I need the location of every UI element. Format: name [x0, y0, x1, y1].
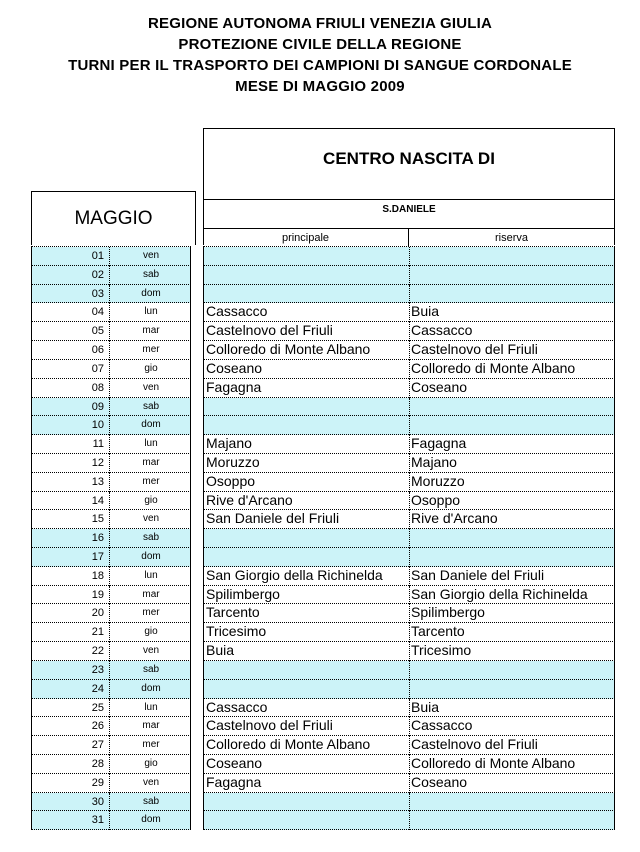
- date-row: [31, 341, 191, 360]
- cell-divider: [409, 699, 410, 718]
- day-of-week: dom: [141, 551, 161, 562]
- day-number: 28: [91, 757, 104, 770]
- table-row: [203, 755, 615, 774]
- day-of-week: sab: [142, 268, 160, 280]
- principale-cell: Tarcento: [206, 604, 260, 621]
- cell-divider: [409, 755, 410, 774]
- date-row: [31, 661, 191, 680]
- day-number: 02: [91, 268, 104, 281]
- principale-cell: Colloredo di Monte Albano: [206, 736, 371, 753]
- cell-divider: [409, 247, 410, 266]
- cell-divider: [409, 322, 410, 341]
- day-of-week: lun: [144, 438, 158, 450]
- day-number: 17: [91, 551, 104, 563]
- day-number: 12: [91, 456, 104, 469]
- day-of-week: mar: [142, 325, 160, 337]
- table-row: [203, 623, 615, 642]
- table-row: [203, 435, 615, 454]
- principale-cell: San Giorgio della Richinelda: [206, 566, 383, 583]
- principale-cell: Buia: [206, 642, 235, 659]
- principale-cell: Castelnovo del Friuli: [206, 717, 333, 734]
- table-row: [203, 699, 615, 718]
- riserva-cell: Coseano: [411, 378, 468, 395]
- day-number: 21: [91, 626, 104, 639]
- riserva-cell: Buia: [411, 303, 440, 320]
- cell-divider: [409, 473, 410, 492]
- riserva-cell: Castelnovo del Friuli: [411, 736, 538, 753]
- cell-divider: [409, 379, 410, 398]
- table-row: [203, 285, 615, 304]
- riserva-cell: Spilimbergo: [411, 604, 485, 621]
- table-row: [203, 266, 615, 285]
- principale-cell: Moruzzo: [206, 453, 260, 470]
- table-row: [203, 604, 615, 623]
- riserva-cell: Castelnovo del Friuli: [411, 341, 538, 358]
- date-row: [31, 510, 191, 529]
- table-row: [203, 811, 615, 830]
- header-line-mese: MESE DI MAGGIO 2009: [235, 78, 405, 95]
- day-of-week: dom: [141, 287, 161, 299]
- cell-divider: [409, 360, 410, 379]
- cell-divider: [409, 529, 410, 548]
- header-line-region: REGIONE AUTONOMA FRIULI VENEZIA GIULIA: [148, 15, 492, 32]
- riserva-cell: Fagagna: [411, 435, 467, 452]
- date-row: [31, 680, 191, 699]
- day-of-week: dom: [141, 814, 161, 826]
- cell-divider: [409, 492, 410, 511]
- day-of-week: mer: [142, 607, 160, 619]
- cell-divider: [409, 661, 410, 680]
- table-row: [203, 661, 615, 680]
- day-number: 27: [91, 739, 104, 752]
- principale-cell: Spilimbergo: [206, 585, 280, 602]
- table-row: [203, 473, 615, 492]
- cell-divider: [409, 454, 410, 473]
- date-row: [31, 774, 191, 793]
- day-of-week: lun: [144, 569, 158, 581]
- day-of-week: gio: [144, 626, 158, 638]
- table-row: [203, 341, 615, 360]
- center-name: S.DANIELE: [382, 204, 436, 215]
- principale-cell: Cassacco: [206, 303, 268, 320]
- day-of-week: gio: [144, 362, 158, 374]
- table-row: [203, 529, 615, 548]
- riserva-cell: San Daniele del Friuli: [411, 566, 545, 583]
- date-row: [31, 416, 191, 435]
- day-number: 13: [91, 475, 104, 488]
- column-header-riserva: riserva: [494, 232, 528, 244]
- table-row: [203, 586, 615, 605]
- day-number: 23: [91, 663, 104, 676]
- date-column: [31, 246, 191, 830]
- principale-cell: Fagagna: [206, 773, 262, 790]
- day-number: 15: [91, 513, 104, 526]
- date-row: [31, 322, 191, 341]
- date-row: [31, 717, 191, 736]
- principale-cell: San Daniele del Friuli: [206, 510, 340, 527]
- date-row: [31, 454, 191, 473]
- table-row: [203, 379, 615, 398]
- table-row: [203, 492, 615, 511]
- day-number: 26: [91, 720, 104, 733]
- riserva-cell: Tricesimo: [411, 642, 472, 659]
- date-row: [31, 529, 191, 548]
- principale-cell: Majano: [206, 435, 252, 452]
- date-row: [31, 642, 191, 661]
- principale-cell: Fagagna: [206, 378, 262, 395]
- cell-divider: [409, 285, 410, 304]
- cell-divider: [409, 623, 410, 642]
- day-number: 24: [91, 682, 104, 695]
- date-row: [31, 736, 191, 755]
- date-row: [31, 586, 191, 605]
- date-row: [31, 492, 191, 511]
- cell-divider: [409, 793, 410, 812]
- day-number: 05: [91, 325, 104, 338]
- table-row: [203, 398, 615, 417]
- date-row: [31, 398, 191, 417]
- riserva-cell: Buia: [411, 698, 440, 715]
- date-row: [31, 435, 191, 454]
- table-row: [203, 642, 615, 661]
- date-row: [31, 755, 191, 774]
- center-title: CENTRO NASCITA DI: [323, 149, 495, 168]
- cell-divider: [409, 774, 410, 793]
- shift-column: [203, 246, 615, 830]
- table-row: [203, 322, 615, 341]
- table-row: [203, 717, 615, 736]
- cell-divider: [409, 680, 410, 699]
- table-row: [203, 303, 615, 322]
- day-of-week: sab: [142, 532, 160, 544]
- principale-cell: Castelnovo del Friuli: [206, 322, 333, 339]
- day-number: 06: [91, 344, 104, 357]
- table-row: [203, 680, 615, 699]
- day-of-week: sab: [142, 400, 160, 412]
- day-of-week: lun: [144, 701, 158, 713]
- day-number: 07: [91, 362, 104, 375]
- day-of-week: mer: [142, 739, 160, 751]
- cell-divider: [409, 398, 410, 417]
- cell-divider: [409, 567, 410, 586]
- date-row: [31, 473, 191, 492]
- principale-cell: Rive d'Arcano: [206, 491, 293, 508]
- riserva-cell: Colloredo di Monte Albano: [411, 359, 576, 376]
- date-row: [31, 247, 191, 266]
- date-row: [31, 793, 191, 812]
- table-row: [203, 454, 615, 473]
- cell-divider: [409, 736, 410, 755]
- cell-divider: [409, 586, 410, 605]
- day-number: 30: [91, 795, 104, 808]
- day-of-week: mar: [142, 720, 160, 732]
- date-row: [31, 623, 191, 642]
- day-number: 01: [91, 250, 104, 262]
- date-row: [31, 567, 191, 586]
- principale-cell: Colloredo di Monte Albano: [206, 341, 371, 358]
- date-row: [31, 811, 191, 830]
- cell-divider: [409, 717, 410, 736]
- riserva-cell: Cassacco: [411, 717, 473, 734]
- principale-cell: Coseano: [206, 754, 263, 771]
- day-number: 20: [91, 607, 104, 620]
- day-of-week: ven: [142, 513, 160, 525]
- column-header-principale: principale: [281, 232, 330, 244]
- day-number: 11: [92, 438, 104, 451]
- riserva-cell: Osoppo: [411, 491, 461, 508]
- day-of-week: ven: [142, 250, 160, 261]
- principale-cell: Cassacco: [206, 698, 268, 715]
- date-row: [31, 548, 191, 567]
- day-number: 29: [91, 776, 104, 789]
- day-of-week: gio: [144, 494, 158, 506]
- riserva-cell: Cassacco: [411, 322, 473, 339]
- table-row: [203, 736, 615, 755]
- date-row: [31, 604, 191, 623]
- day-number: 08: [91, 381, 104, 394]
- subheader-divider: [203, 228, 615, 229]
- day-number: 18: [91, 569, 104, 582]
- table-row: [203, 360, 615, 379]
- day-number: 10: [91, 419, 104, 432]
- cell-divider: [409, 548, 410, 567]
- cell-divider: [409, 416, 410, 435]
- day-number: 22: [91, 645, 104, 658]
- principale-cell: Coseano: [206, 359, 263, 376]
- cell-divider: [409, 435, 410, 454]
- date-row: [31, 285, 191, 304]
- table-row: [203, 548, 615, 567]
- riserva-cell: Tarcento: [411, 623, 465, 640]
- date-row: [31, 303, 191, 322]
- day-of-week: mar: [142, 456, 160, 468]
- table-row: [203, 774, 615, 793]
- day-of-week: mer: [142, 344, 160, 356]
- cell-divider: [409, 811, 410, 830]
- day-of-week: ven: [142, 645, 160, 657]
- day-number: 25: [91, 701, 104, 714]
- table-row: [203, 567, 615, 586]
- riserva-cell: San Giorgio della Richinelda: [411, 585, 588, 602]
- cell-divider: [409, 642, 410, 661]
- cell-divider: [409, 510, 410, 529]
- day-of-week: sab: [142, 663, 160, 675]
- cell-divider: [409, 303, 410, 322]
- day-number: 03: [91, 287, 104, 300]
- day-number: 14: [91, 494, 104, 507]
- day-number: 04: [91, 306, 104, 319]
- cell-divider: [409, 341, 410, 360]
- day-of-week: gio: [144, 757, 158, 769]
- date-row: [31, 379, 191, 398]
- riserva-cell: Majano: [411, 453, 457, 470]
- day-of-week: ven: [142, 381, 160, 393]
- day-number: 31: [91, 814, 104, 827]
- table-row: [203, 416, 615, 435]
- center-header-divider: [203, 199, 615, 200]
- date-row: [31, 699, 191, 718]
- principale-cell: Osoppo: [206, 472, 256, 489]
- day-of-week: dom: [141, 682, 161, 694]
- principale-cell: Tricesimo: [206, 623, 267, 640]
- header-line-protezione: PROTEZIONE CIVILE DELLA REGIONE: [178, 36, 462, 53]
- day-of-week: lun: [144, 306, 158, 318]
- day-of-week: mar: [142, 588, 160, 600]
- date-row: [31, 266, 191, 285]
- riserva-cell: Rive d'Arcano: [411, 510, 498, 527]
- riserva-cell: Colloredo di Monte Albano: [411, 754, 576, 771]
- day-number: 09: [91, 400, 104, 413]
- day-number: 16: [91, 532, 104, 545]
- day-of-week: sab: [142, 795, 160, 807]
- riserva-cell: Coseano: [411, 773, 468, 790]
- day-of-week: ven: [142, 776, 160, 788]
- header-line-turni: TURNI PER IL TRASPORTO DEI CAMPIONI DI SANGUE CORDONALE: [68, 57, 572, 74]
- month-title: MAGGIO: [74, 208, 153, 229]
- cell-divider: [409, 266, 410, 285]
- day-number: 19: [91, 588, 104, 601]
- date-row: [31, 360, 191, 379]
- day-of-week: dom: [141, 419, 161, 431]
- cell-divider: [409, 604, 410, 623]
- table-row: [203, 247, 615, 266]
- day-of-week: mer: [142, 475, 160, 487]
- table-row: [203, 510, 615, 529]
- riserva-cell: Moruzzo: [411, 472, 465, 489]
- table-row: [203, 793, 615, 812]
